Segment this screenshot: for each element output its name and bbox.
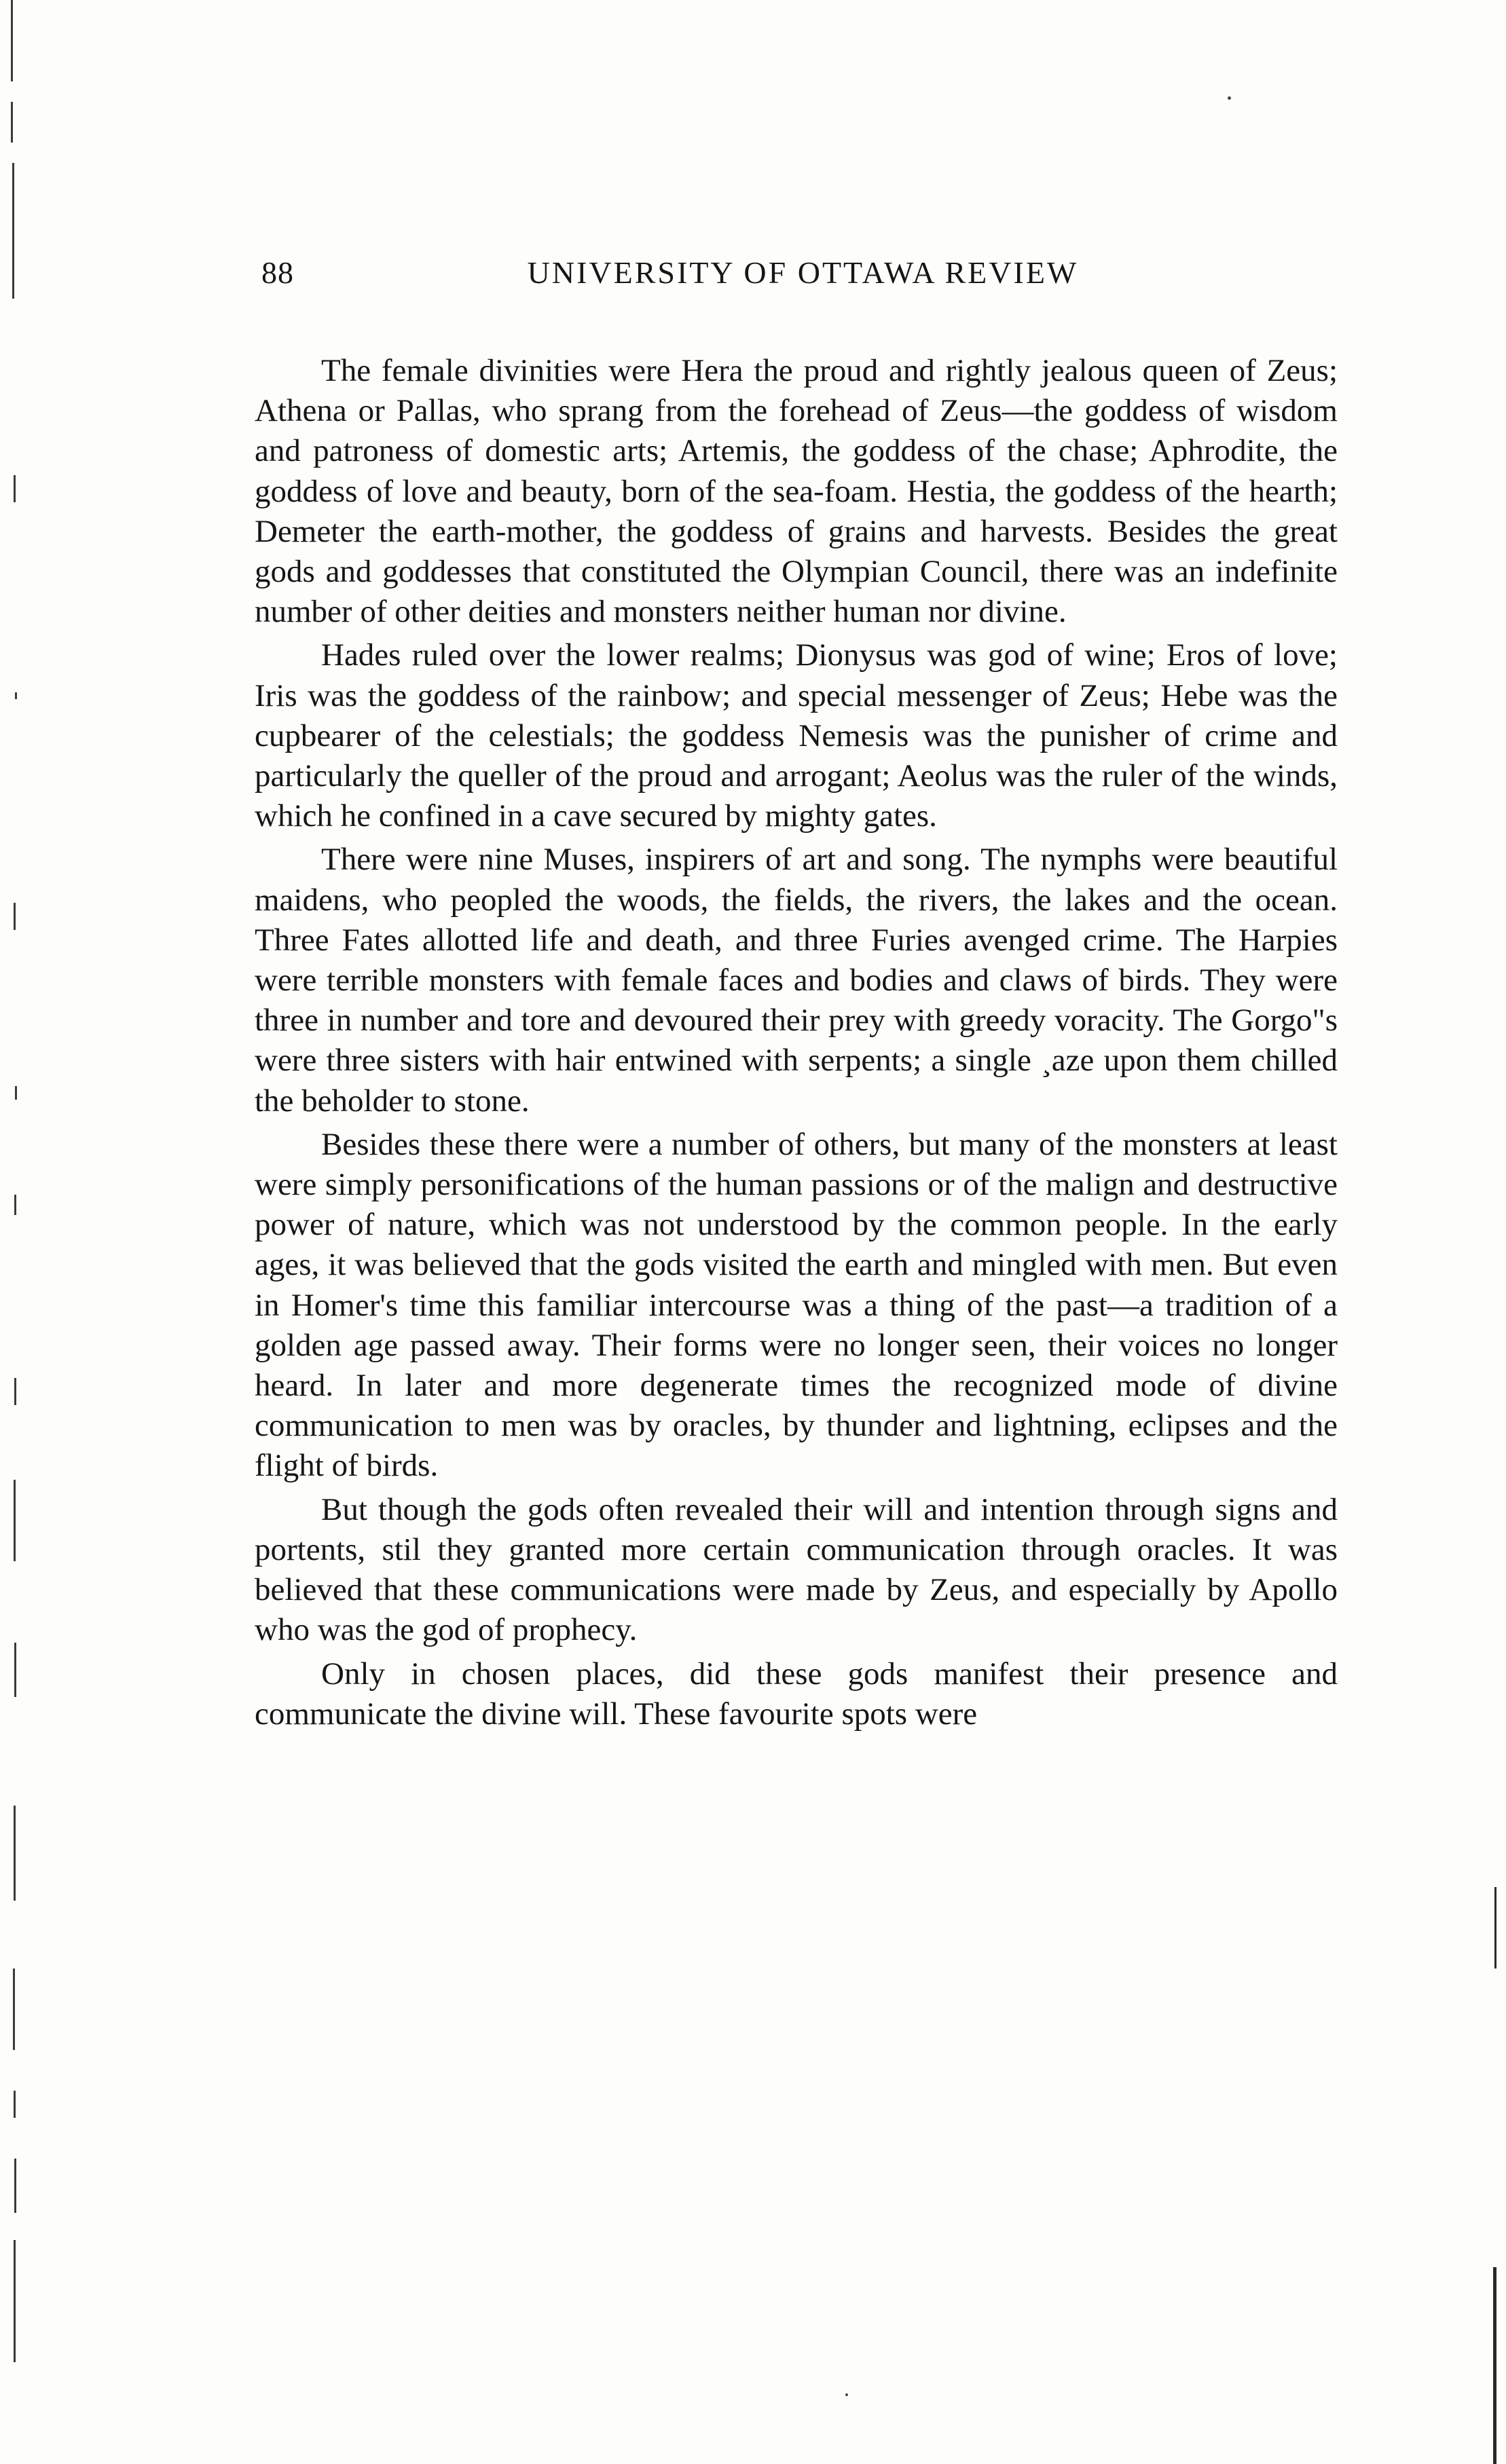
paragraph-3: There were nine Muses, inspirers of art and song. The nymphs were beautiful maidens, who peopled the woods, the fields, the rivers, the lakes and the ocean. Three Fates allotted life and death, and three Furies avenged crime. The Harpies were terrible monsters with female faces and bodies and claws of birds. They were three in number and tore and devoured their prey with greedy voracity. The Gorgo"s were three sisters with hair entwined with serpents; a single ¸aze upon them chilled the beholder to stone. bbox=[255, 842, 1338, 1119]
right-edge-mark bbox=[1493, 2267, 1496, 2464]
paragraph-2: Hades ruled over the lower realms; Dionysus was god of wine; Eros of love; Iris was the goddess of the rainbow; and special messenger of Zeus; Hebe was the cupbearer of the celestials; the goddess Nemesis was the punisher of crime and particularly the queller of the proud and arrogant; Aeolus was the ruler of the winds, which he confined in a cave secured by mighty gates. bbox=[255, 637, 1338, 834]
running-title: UNIVERSITY OF OTTAWA REVIEW bbox=[527, 255, 1079, 290]
paragraph-1: The female divinities were Hera the proud and rightly jealous queen of Zeus; Athena or Pallas, who sprang from the forehead of Zeus—the goddess of wisdom and patroness of domestic arts; Artemis, the goddess of the chase; Aphrodite, the goddess of love and beauty, born of the sea-foam. Hestia, the goddess of the hearth; Demeter the earth-mother, the goddess of grains and harvests. Besides the great gods and goddesses that constituted the Olympian Council, there was an indefinite number of other deities and monsters neither human nor divine. bbox=[255, 353, 1338, 630]
paragraph-6: Only in chosen places, did these gods manifest their presence and communicate the divine will. These favourite spots were bbox=[255, 1656, 1338, 1732]
body-text bbox=[255, 351, 1338, 1734]
right-edge-mark bbox=[1494, 1887, 1496, 1968]
paragraph-4: Besides these there were a number of others, but many of the monsters at least were simply personifications of the human passions or of the malign and destructive power of nature, which was not understood by the common people. In the early ages, it was believed that the gods visited the earth and mingled with men. But even in Homer's time this familiar intercourse was a thing of the past—a tradition of a golden age passed away. Their forms were no longer seen, their voices no longer heard. In later and more degenerate times the recognized mode of divine communication to men was by oracles, by thunder and lightning, eclipses and the flight of birds. bbox=[255, 1126, 1338, 1484]
binding-edge-marks bbox=[5, 0, 18, 2463]
scan-speck bbox=[1228, 96, 1231, 100]
scan-speck bbox=[845, 2393, 848, 2396]
page-header bbox=[261, 253, 1344, 293]
page-number: 88 bbox=[261, 255, 294, 290]
paragraph-5: But though the gods often revealed their will and intention through signs and portents, stil they granted more certain communication through oracles. It was believed that these communications were made by Zeus, and especially by Apollo who was the god of prophecy. bbox=[255, 1491, 1338, 1648]
